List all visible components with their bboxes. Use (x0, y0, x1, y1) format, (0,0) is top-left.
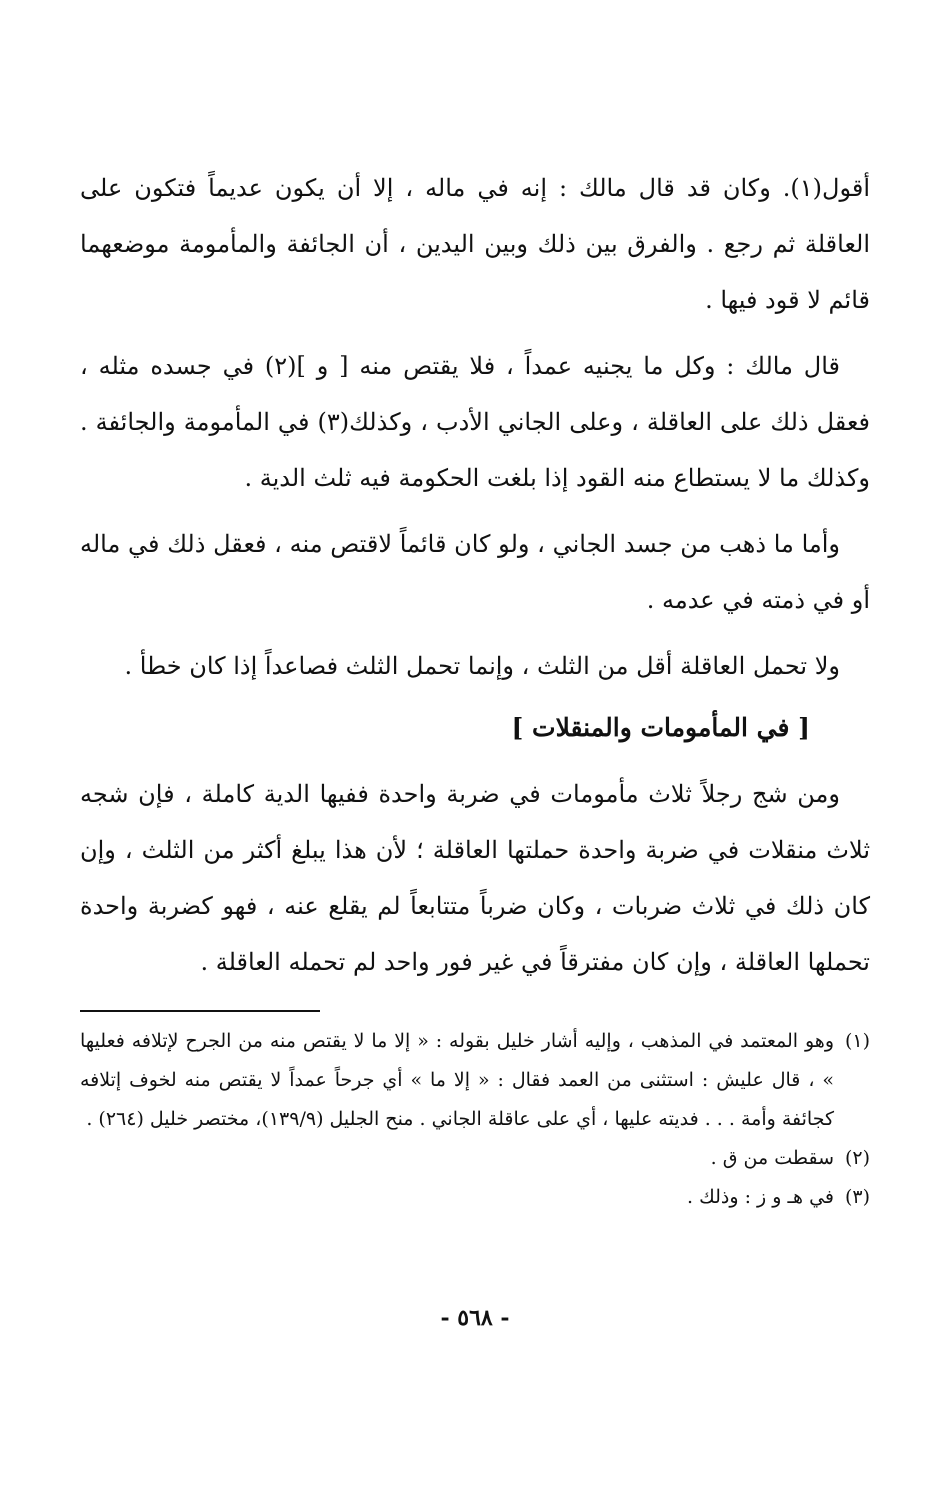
page-number: - ٥٦٨ - (440, 1305, 510, 1331)
footnote-number: (١) (844, 1030, 870, 1052)
footnote-separator (80, 1010, 320, 1012)
main-text (80, 160, 870, 990)
body-paragraph-2: قال مالك : وكل ما يجنيه عمداً ، فلا يقتص منه [ و ](٢) في جسده مثله ، فعقل ذلك على العاقلة ، وعلى الجاني الأدب ، وكذلك(٣) في المأمومة والجائفة . وكذلك ما لا يستطاع منه القود إذا بلغت الحكومة فيه ثلث الدية . (80, 352, 870, 492)
section-heading: [ في المأمومات والمنقلات ] (511, 713, 810, 742)
body-paragraph-3: وأما ما ذهب من جسد الجاني ، ولو كان قائماً لاقتص منه ، فعقل ذلك في ماله أو في ذمته في عدمه . (80, 530, 870, 614)
footnote-text: سقطت من ق . (710, 1147, 834, 1169)
footnote-text: وهو المعتمد في المذهب ، وإليه أشار خليل بقوله : « إلا ما لا يقتص منه من الجرح لإتلافه فعليها » ، قال عليش : استثنى من العمد فقال : « إلا ما » أي جرحاً عمداً لا يقتص منه لخوف إتلافه كجائفة وأمة . . . فديته عليها ، أي على عاقلة الجاني . منح الجليل (١٣٩/٩)، مختصر خليل (٢٦٤) . (80, 1030, 834, 1130)
footnotes (80, 1022, 870, 1217)
body-paragraph-5: ومن شج رجلاً ثلاث مأمومات في ضربة واحدة ففيها الدية كاملة ، فإن شجه ثلاث منقلات في ضربة واحدة حملتها العاقلة ؛ لأن هذا يبلغ أكثر من الثلث ، وإن كان ذلك في ثلاث ضربات ، وكان ضرباً متتابعاً لم يقلع عنه ، فهو كضربة واحدة تحملها العاقلة ، وإن كان مفترقاً في غير فور واحد لم تحمله العاقلة . (80, 780, 870, 976)
body-paragraph-1: أقول(١). وكان قد قال مالك : إنه في ماله ، إلا أن يكون عديماً فتكون على العاقلة ثم رجع . والفرق بين ذلك وبين اليدين ، أن الجائفة والمأمومة موضعهما قائم لا قود فيها . (80, 174, 870, 314)
footnote-number: (٢) (844, 1147, 870, 1169)
footnote-3 (80, 1178, 870, 1217)
footnote-number: (٣) (844, 1186, 870, 1208)
footnote-2 (80, 1139, 870, 1178)
body-paragraph-4: ولا تحمل العاقلة أقل من الثلث ، وإنما تحمل الثلث فصاعداً إذا كان خطأ . (124, 652, 840, 680)
footnote-text: في هـ و ز : وذلك . (687, 1186, 834, 1208)
footnote-1 (80, 1022, 870, 1139)
